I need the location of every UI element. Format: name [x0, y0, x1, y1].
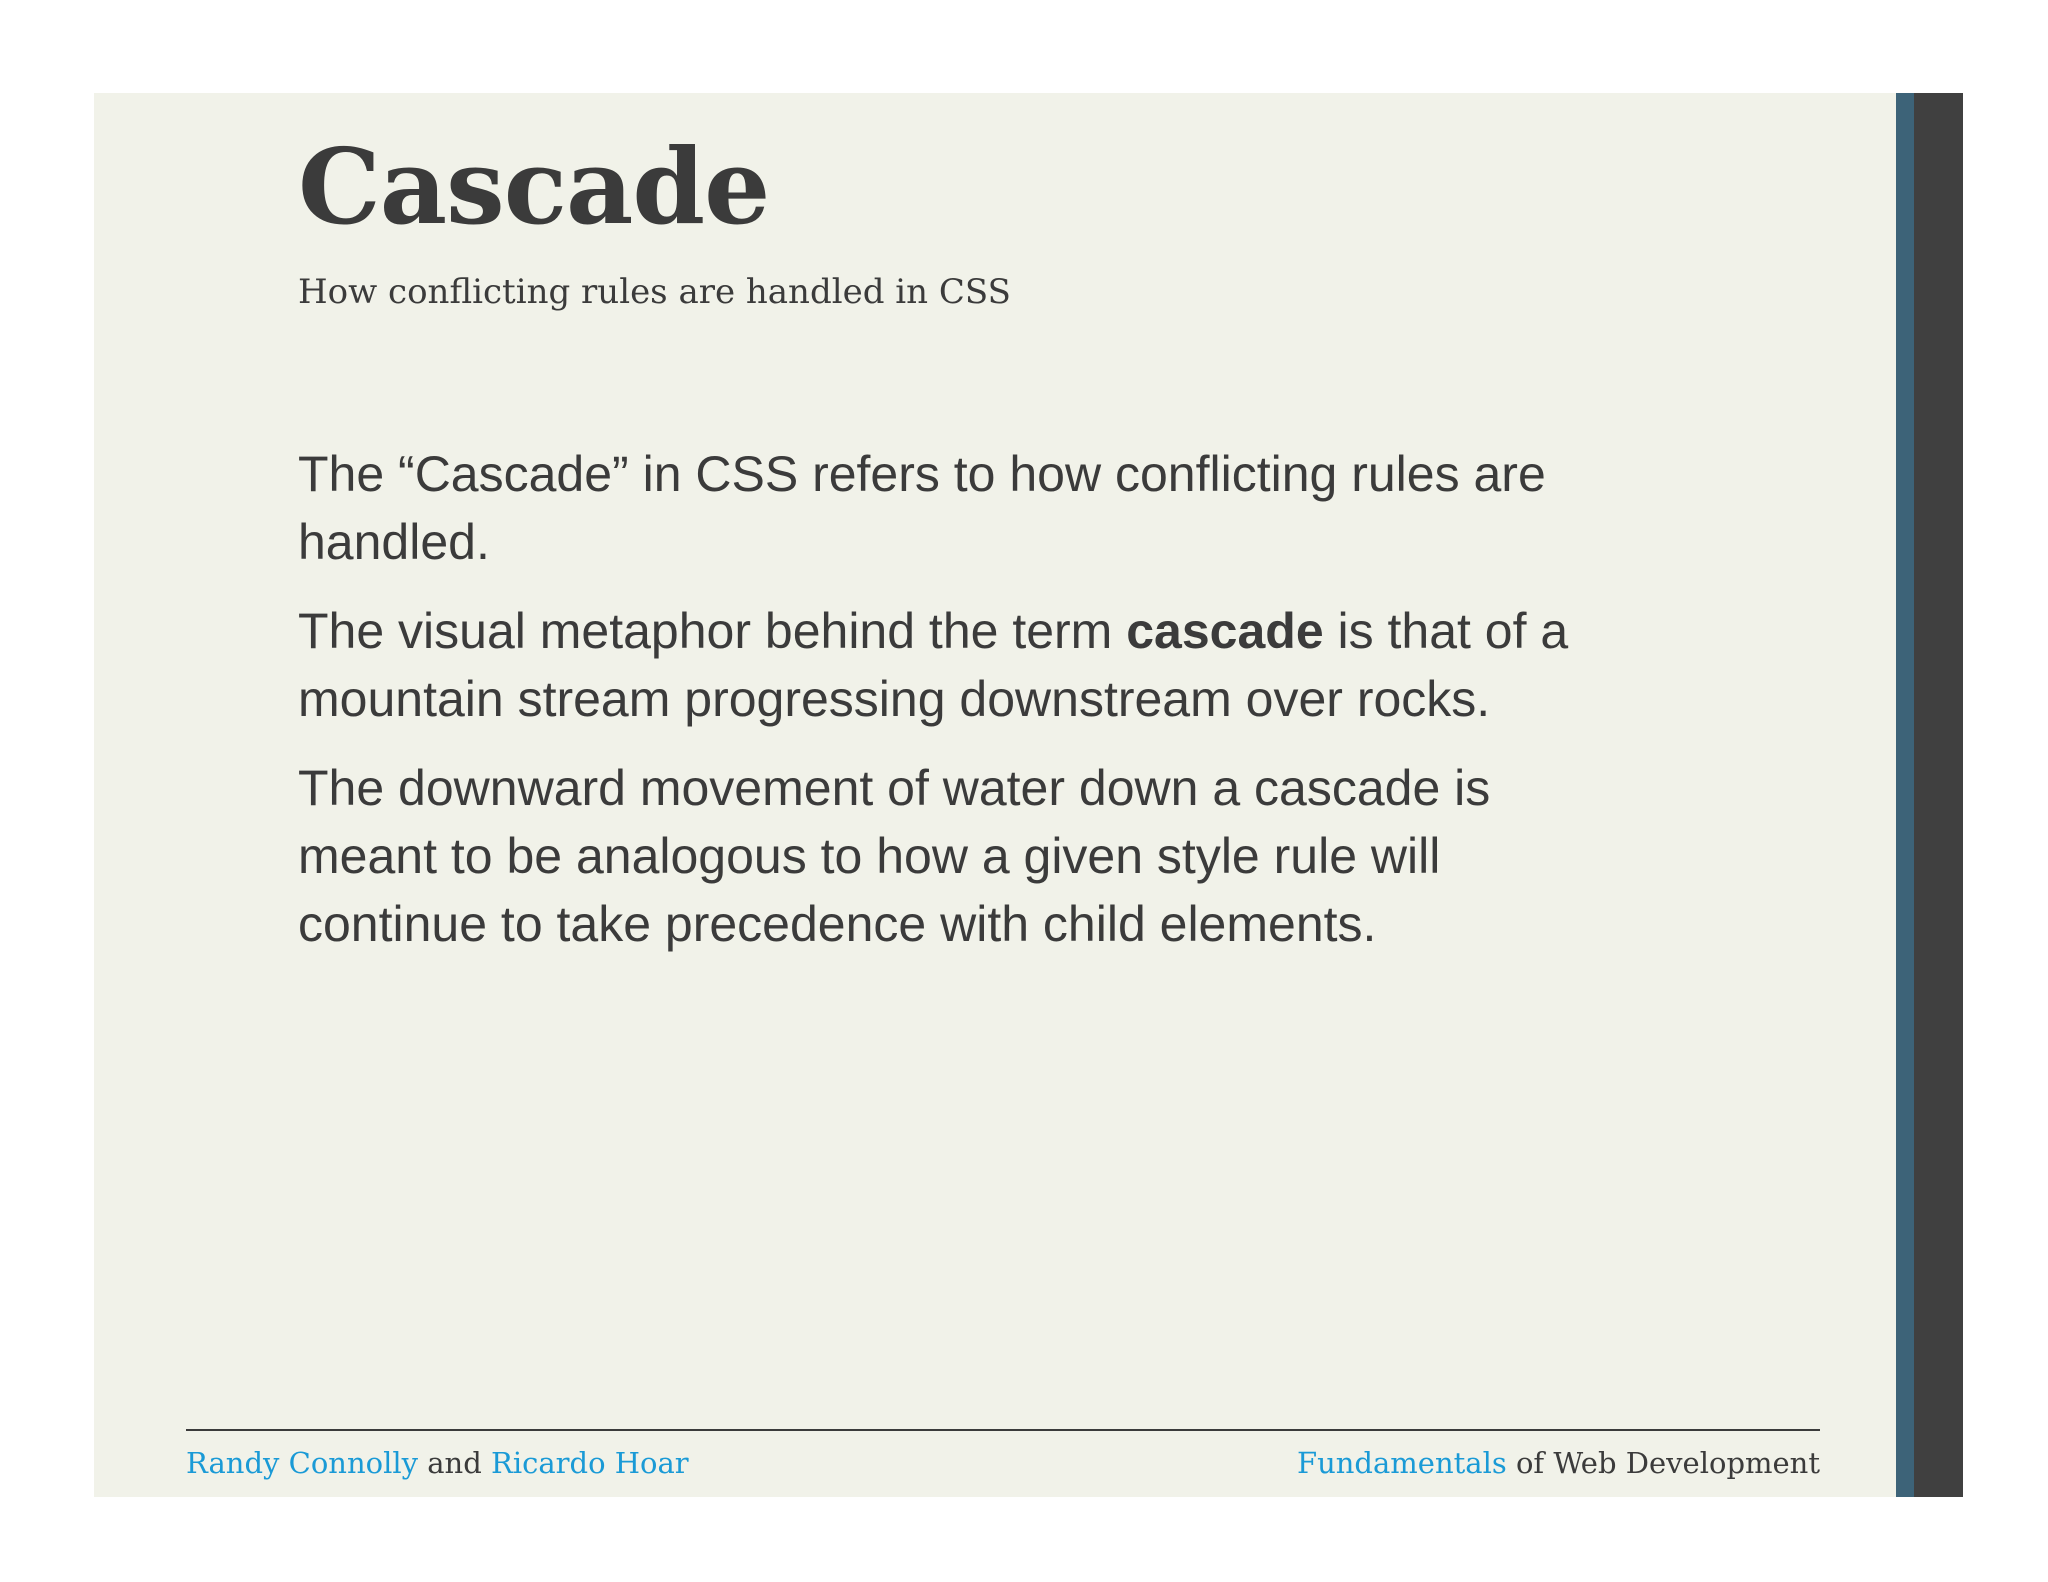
paragraph-2 — [298, 597, 1598, 733]
paragraph-1: The “Cascade” in CSS refers to how conflicting rules are handled. — [298, 446, 1546, 570]
author-conjunction: and — [418, 1446, 491, 1480]
side-accent-bar — [1896, 93, 1914, 1497]
footer-divider — [186, 1429, 1820, 1431]
book-title-rest: of Web Development — [1506, 1446, 1820, 1480]
footer-authors — [186, 1446, 689, 1480]
author-1: Randy Connolly — [186, 1446, 419, 1480]
paragraph-2-end: is that of a mountain stream progressing downstream over rocks. — [298, 603, 1569, 727]
slide-body — [298, 440, 1598, 979]
paragraph-3: The downward movement of water down a cascade is meant to be analogous to how a given style rule will continue to take precedence with child elements. — [298, 760, 1491, 952]
footer-book-title — [1297, 1446, 1820, 1480]
paragraph-2-start: The visual metaphor behind the term — [298, 603, 1127, 659]
side-dark-bar — [1914, 93, 1963, 1497]
cascade-term: cascade — [1126, 603, 1324, 659]
author-2: Ricardo Hoar — [491, 1446, 689, 1480]
book-title-highlight: Fundamentals — [1296, 1446, 1507, 1480]
slide-title: Cascade — [298, 125, 770, 248]
slide-subtitle: How conflicting rules are handled in CSS — [298, 272, 1011, 312]
